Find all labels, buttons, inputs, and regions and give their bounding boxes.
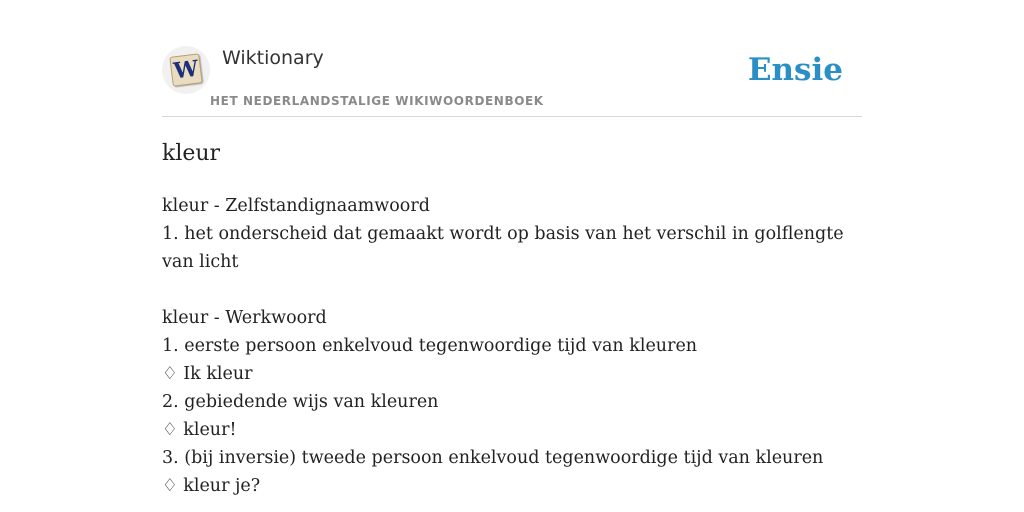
- definition-line: 2. gebiedende wijs van kleuren: [162, 392, 439, 412]
- section-spacer: [162, 276, 862, 304]
- example-line: ♢ kleur!: [162, 420, 237, 440]
- example-line: ♢ kleur je?: [162, 476, 261, 496]
- site-name[interactable]: Wiktionary: [222, 47, 324, 69]
- wiktionary-tile-icon: [169, 53, 202, 86]
- section-heading: kleur - Werkwoord: [162, 308, 327, 328]
- definition-line: 3. (bij inversie) tweede persoon enkelvoud tegenwoordige tijd van kleuren: [162, 448, 824, 468]
- logo-letter: W: [172, 55, 200, 85]
- ensie-brand-logo[interactable]: Ensie: [747, 52, 843, 88]
- definition-content: [162, 192, 862, 500]
- section-verb: [162, 304, 862, 500]
- page-title: kleur: [162, 141, 221, 166]
- example-line: ♢ Ik kleur: [162, 364, 253, 384]
- header: [162, 0, 862, 117]
- definition-line: 1. eerste persoon enkelvoud tegenwoordige tijd van kleuren: [162, 336, 698, 356]
- wiktionary-logo[interactable]: [162, 46, 210, 94]
- section-heading: kleur - Zelfstandignaamwoord: [162, 196, 430, 216]
- section-noun: [162, 192, 862, 276]
- definition-line: 1. het onderscheid dat gemaakt wordt op basis van het verschil in golflengte van licht: [162, 224, 844, 272]
- site-tagline: HET NEDERLANDSTALIGE WIKIWOORDENBOEK: [210, 94, 544, 108]
